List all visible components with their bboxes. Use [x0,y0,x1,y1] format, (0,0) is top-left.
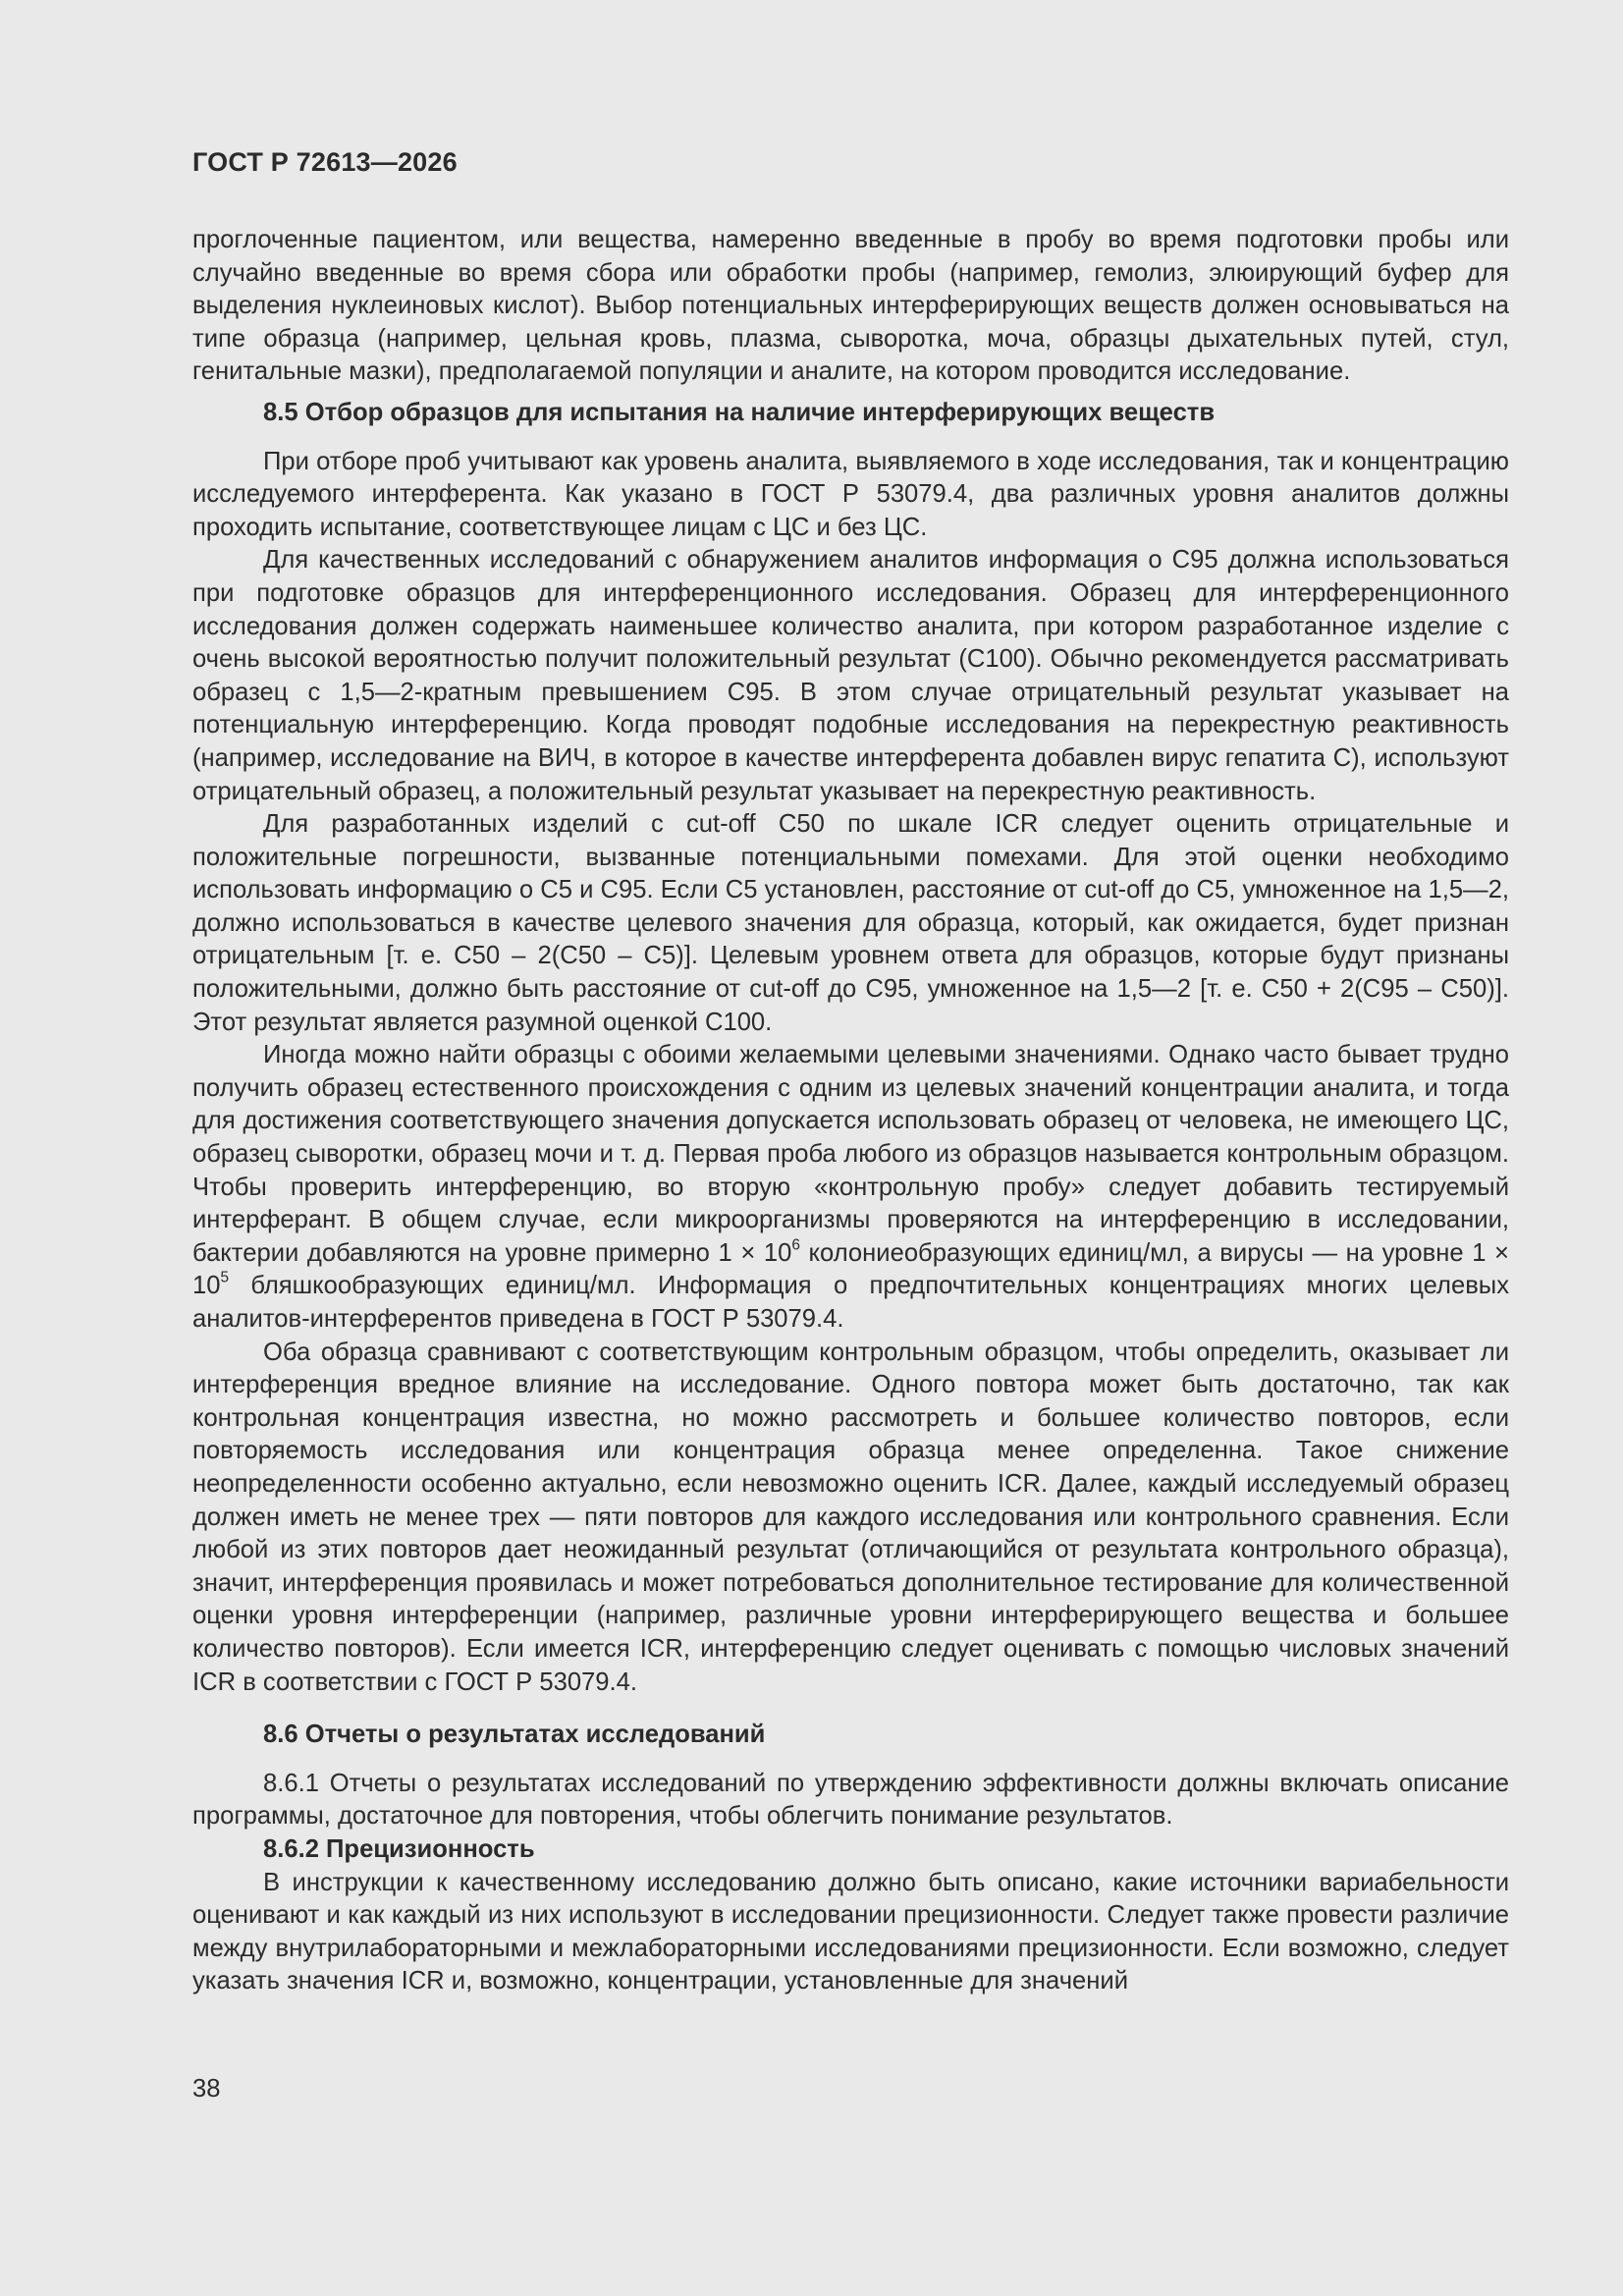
page-number: 38 [192,2075,221,2103]
paragraph-8-6-1: 8.6.1 Отчеты о результатах исследований по утверждению эффективности должны включать описание программы, достаточное для повторения, чтобы облегчить понимание результатов. [192,1769,1509,1831]
superscript-exponent-6: 6 [791,1236,800,1254]
paragraph-8-5-4-part-a: Иногда можно найти образцы с обоими желаемыми целевыми значениями. Однако часто бывает трудно получить образец естественного происхождения с одним из целевых значений концентрации аналита, и тогда для достижения соответствующего значения допускается использовать образец от человека, не имеющего ЦС, образец сыворотки, образец мочи и т. д. Первая проба любого из образцов называется контрольным образцом. Чтобы проверить интерференцию, во вторую «контрольную пробу» следует добавить тестируемый интерферант. В общем случае, если микроорганизмы проверяются на интерференцию в исследовании, бактерии добавляются на уровне примерно 1 × 10 [192,1041,1509,1267]
section-heading-8-6: 8.6 Отчеты о результатах исследований [263,1721,766,1749]
paragraph-8-6-2: В инструкции к качественному исследованию должно быть описано, какие источники вариабельности оценивают и как каждый из них используют в исследовании прецизионности. Следует также провести различие между внутрилабораторными и межлабораторными исследованиями прецизионности. Если возможно, следует указать значения ICR и, возможно, концентрации, установленные для значений [192,1868,1509,1995]
document-body [192,224,1509,1998]
paragraph-8-5-1: При отборе проб учитывают как уровень аналита, выявляемого в ходе исследования, так и концентрацию исследуемого интерферента. Как указано в ГОСТ Р 53079.4, два различных уровня аналитов должны проходить испытание, соответствующее лицам с ЦС и без ЦС. [192,447,1509,541]
superscript-exponent-5: 5 [220,1269,230,1286]
paragraph-8-5-3: Для разработанных изделий с cut-off С50 по шкале ICR следует оценить отрицательные и положительные погрешности, вызванные потенциальными помехами. Для этой оценки необходимо использовать информацию о С5 и С95. Если С5 установлен, расстояние от cut-off до С5, умноженное на 1,5—2, должно использоваться в качестве целевого значения для образца, который, как ожидается, будет признан отрицательным [т. е. С50 – 2(С50 – С5)]. Целевым уровнем ответа для образцов, которые будут признаны положительными, должно быть расстояние от cut-off до С95, умноженное на 1,5—2 [т. е. С50 + 2(С95 – С50)]. Этот результат является разумной оценкой С100. [192,810,1509,1036]
paragraph-8-5-5: Оба образца сравнивают с соответствующим контрольным образцом, чтобы определить, оказывает ли интерференция вредное влияние на исследование. Одного повтора может быть достаточно, так как контрольная концентрация известна, но можно рассмотреть и большее количество повторов, если повторяемость исследования или концентрация образца менее определенна. Такое снижение неопределенности особенно актуально, если невозможно оценить ICR. Далее, каждый исследуемый образец должен иметь не менее трех — пяти повторов для каждого исследования или контрольного сравнения. Если любой из этих повторов дает неожиданный результат (отличающийся от результата контрольного образца), значит, интерференция проявилась и может потребоваться дополнительное тестирование для количественной оценки уровня интерференции (например, различные уровни интерферирующего вещества и большее количество повторов). Если имеется ICR, интерференцию следует оценивать с помощью числовых значений ICR в соответствии с ГОСТ Р 53079.4. [192,1338,1509,1696]
paragraph-8-5-4-part-c: бляшкообразующих единиц/мл. Информация о предпочтительных концентрациях многих целевых аналитов-интерферентов приведена в ГОСТ Р 53079.4. [192,1272,1509,1333]
paragraph-intro: проглоченные пациентом, или вещества, намеренно введенные в пробу во время подготовки пробы или случайно введенные во время сбора или обработки пробы (например, гемолиз, элюирующий буфер для выделения нуклеиновых кислот). Выбор потенциальных интерферирующих веществ должен основываться на типе образца (например, цельная кровь, плазма, сыворотка, моча, образцы дыхательных путей, стул, генитальные мазки), предполагаемой популяции и аналите, на котором проводится исследование. [192,226,1509,386]
paragraph-8-5-4 [192,1039,1509,1336]
document-header: ГОСТ Р 72613—2026 [192,147,458,177]
subsection-heading-8-6-2: 8.6.2 Прецизионность [263,1834,535,1863]
paragraph-8-5-2: Для качественных исследований с обнаружением аналитов информация о С95 должна использоваться при подготовке образцов для интерференционного исследования. Образец для интерференционного исследования должен содержать наименьшее количество аналита, при котором разработанное изделие с очень высокой вероятностью получит положительный результат (С100). Обычно рекомендуется рассматривать образец с 1,5—2-кратным превышением С95. В этом случае отрицательный результат указывает на потенциальную интерференцию. Когда проводят подобные исследования на перекрестную реактивность (например, исследование на ВИЧ, в которое в качестве интерферента добавлен вирус гепатита С), используют отрицательный образец, а положительный результат указывает на перекрестную реактивность. [192,546,1509,805]
paragraph-8-5-4-part-b: колониеобразующих единиц/мл, а вирусы — на уровне 1 × 10 [192,1238,1509,1300]
section-heading-8-5: 8.5 Отбор образцов для испытания на наличие интерферирующих веществ [263,398,1216,426]
